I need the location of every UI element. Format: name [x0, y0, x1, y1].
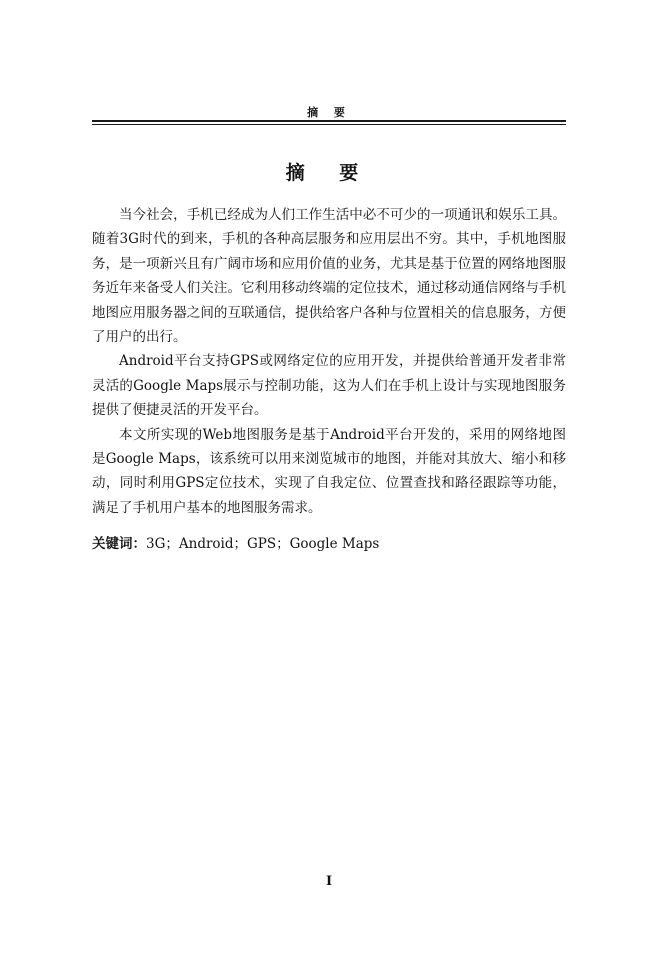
- keywords-line: [92, 534, 566, 554]
- header-rule-thick: [92, 120, 566, 122]
- abstract-paragraph: Android平台支持GPS或网络定位的应用开发，并提供给普通开发者非常灵活的Google Maps展示与控制功能，这为人们在手机上设计与实现地图服务提供了便捷灵活的开发平台。: [92, 353, 566, 419]
- running-header: 摘 要: [307, 106, 351, 119]
- page-number: I: [325, 874, 333, 889]
- page-title: 摘 要: [285, 162, 373, 184]
- abstract-body: [92, 203, 566, 520]
- abstract-paragraph: 本文所实现的Web地图服务是基于Android平台开发的，采用的网络地图是Google Maps，该系统可以用来浏览城市的地图，并能对其放大、缩小和移动，同时利用GPS定位技术，实现了自我定位、位置查找和路径跟踪等功能，满足了手机用户基本的地图服务需求。: [92, 426, 566, 516]
- abstract-paragraph: 当今社会，手机已经成为人们工作生活中必不可少的一项通讯和娱乐工具。随着3G时代的到来，手机的各种高层服务和应用层出不穷。其中，手机地图服务，是一项新兴且有广阔市场和应用价值的业务，尤其是基于位置的网络地图服务近年来备受人们关注。它利用移动终端的定位技术，通过移动通信网络与手机地图应用服务器之间的互联通信，提供给客户各种与位置相关的信息服务，方便了用户的出行。: [92, 207, 566, 346]
- header-rule-thin: [92, 124, 566, 125]
- keywords-label: 关键词：: [92, 536, 146, 552]
- keywords-values: 3G；Android；GPS；Google Maps: [146, 536, 380, 552]
